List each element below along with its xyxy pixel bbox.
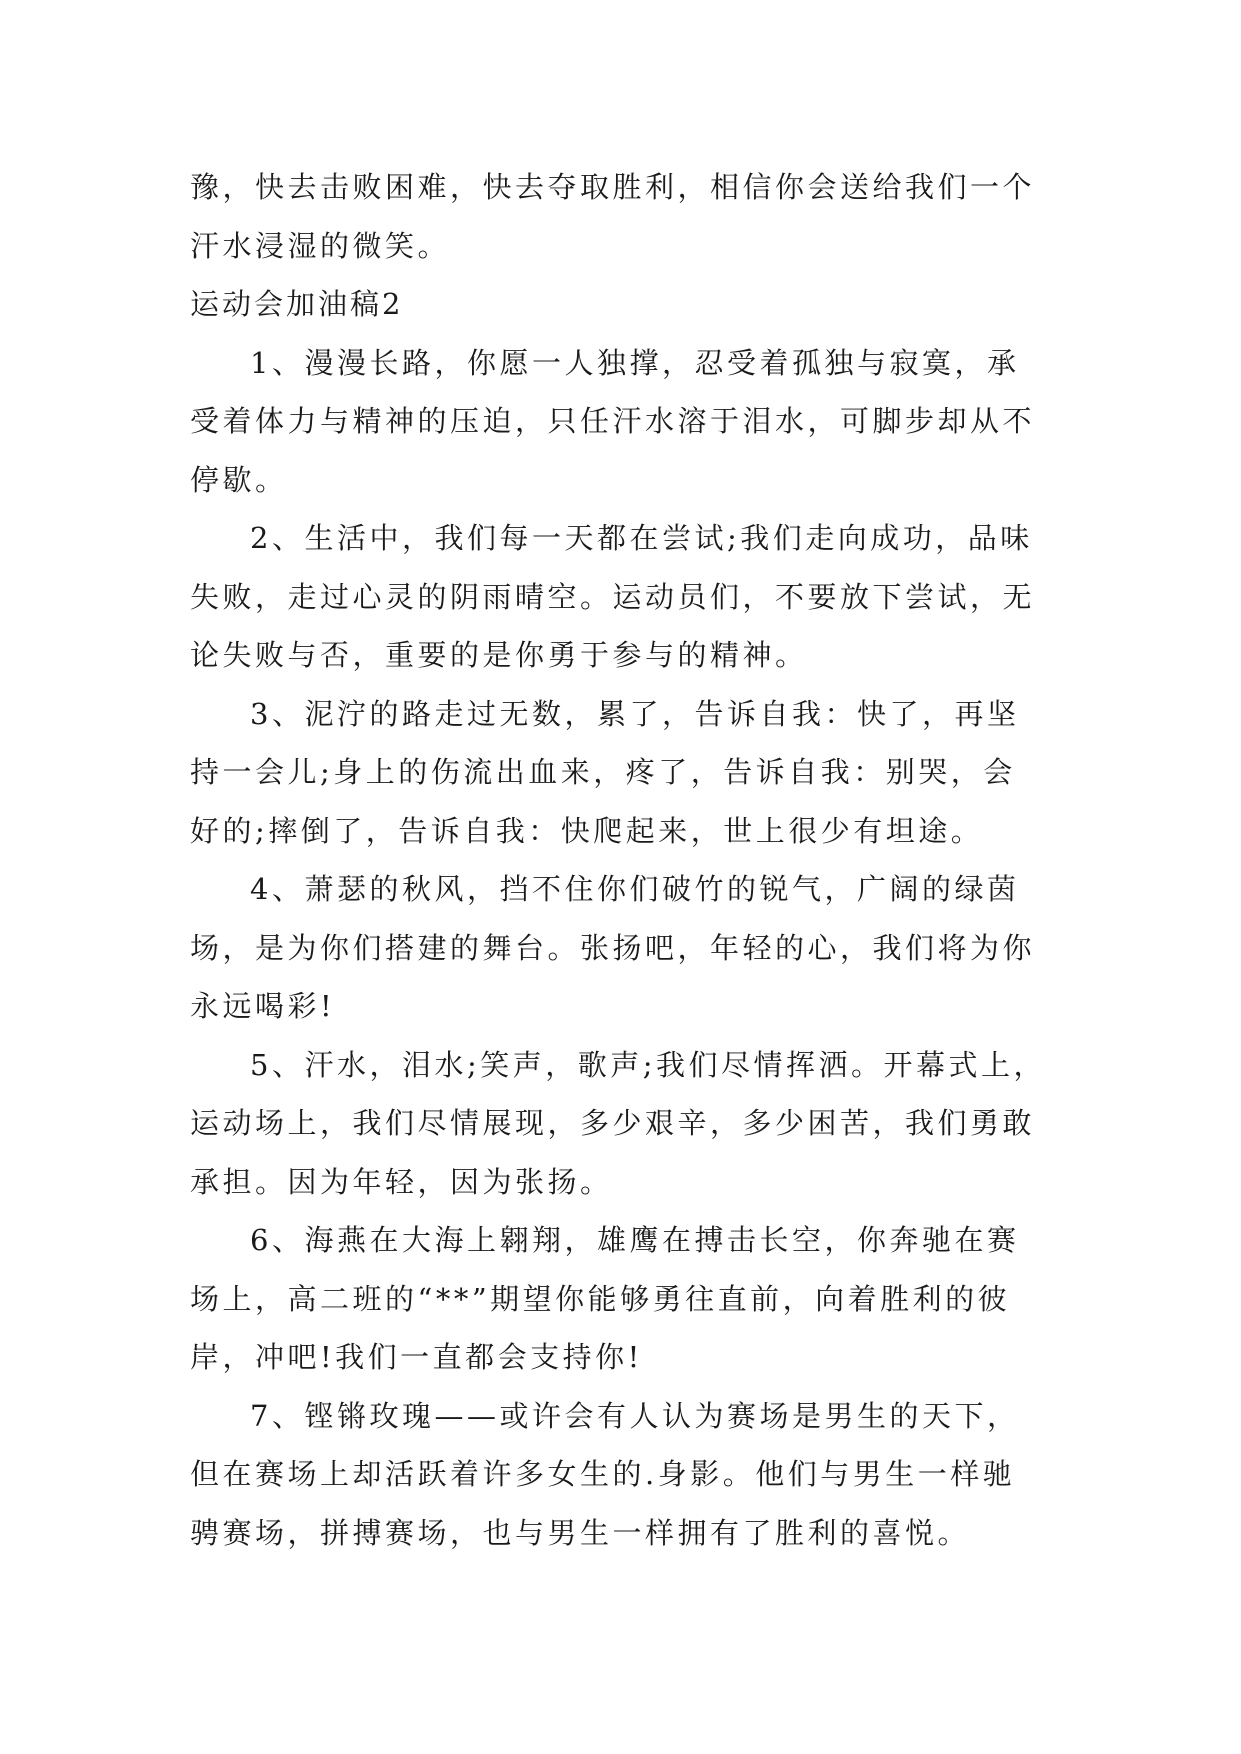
section-heading: 运动会加油稿2 bbox=[190, 287, 404, 321]
text-line: 运动场上，我们尽情展现，多少艰辛，多少困苦，我们勇敢 bbox=[190, 1106, 1036, 1140]
list-item bbox=[190, 860, 1060, 1036]
text-line: 1、漫漫长路，你愿一人独撑，忍受着孤独与寂寞，承 bbox=[250, 345, 1020, 380]
text-line: 3、泥泞的路走过无数，累了，告诉自我：快了，再坚 bbox=[250, 696, 1020, 731]
text-line: 岸，冲吧!我们一直都会支持你! bbox=[190, 1340, 643, 1374]
text-line: 持一会儿;身上的伤流出血来，疼了，告诉自我：别哭，会 bbox=[190, 755, 1016, 789]
text-line: 失败，走过心灵的阴雨晴空。运动员们，不要放下尝试，无 bbox=[190, 579, 1036, 614]
text-line: 但在赛场上却活跃着许多女生的.身影。他们与男生一样驰 bbox=[190, 1457, 1016, 1491]
text-line: 承担。因为年轻，因为张扬。 bbox=[190, 1164, 613, 1199]
text-line: 豫，快去击败困难，快去夺取胜利，相信你会送给我们一个 bbox=[190, 170, 1036, 204]
text-line: 场，是为你们搭建的舞台。张扬吧，年轻的心，我们将为你 bbox=[190, 930, 1036, 965]
text-line: 好的;摔倒了，告诉自我：快爬起来，世上很少有坦途。 bbox=[190, 813, 984, 848]
list-item bbox=[190, 1387, 1060, 1563]
list-item bbox=[190, 1211, 1060, 1387]
text-line: 骋赛场，拼搏赛场，也与男生一样拥有了胜利的喜悦。 bbox=[190, 1515, 971, 1550]
text-line: 停歇。 bbox=[190, 462, 288, 497]
list-item bbox=[190, 334, 1060, 510]
text-line: 4、萧瑟的秋风，挡不住你们破竹的锐气，广阔的绿茵 bbox=[250, 872, 1020, 906]
text-line: 6、海燕在大海上翱翔，雄鹰在搏击长空，你奔驰在赛 bbox=[250, 1223, 1020, 1257]
intro-paragraph bbox=[190, 158, 1060, 275]
list-item bbox=[190, 1036, 1060, 1212]
text-line: 永远喝彩! bbox=[190, 989, 336, 1023]
text-line: 5、汗水，泪水;笑声，歌声;我们尽情挥洒。开幕式上， bbox=[250, 1047, 1046, 1082]
text-line: 汗水浸湿的微笑。 bbox=[190, 228, 451, 263]
document-body bbox=[190, 158, 1060, 1562]
text-line: 论失败与否，重要的是你勇于参与的精神。 bbox=[190, 638, 808, 672]
text-line: 7、铿锵玫瑰——或许会有人认为赛场是男生的天下， bbox=[250, 1398, 1020, 1433]
text-line: 受着体力与精神的压迫，只任汗水溶于泪水，可脚步却从不 bbox=[190, 404, 1036, 438]
text-line: 场上，高二班的“**”期望你能够勇往直前，向着胜利的彼 bbox=[190, 1281, 1011, 1316]
list-item bbox=[190, 509, 1060, 685]
list-item bbox=[190, 685, 1060, 861]
text-line: 2、生活中，我们每一天都在尝试;我们走向成功，品味 bbox=[250, 521, 1033, 555]
